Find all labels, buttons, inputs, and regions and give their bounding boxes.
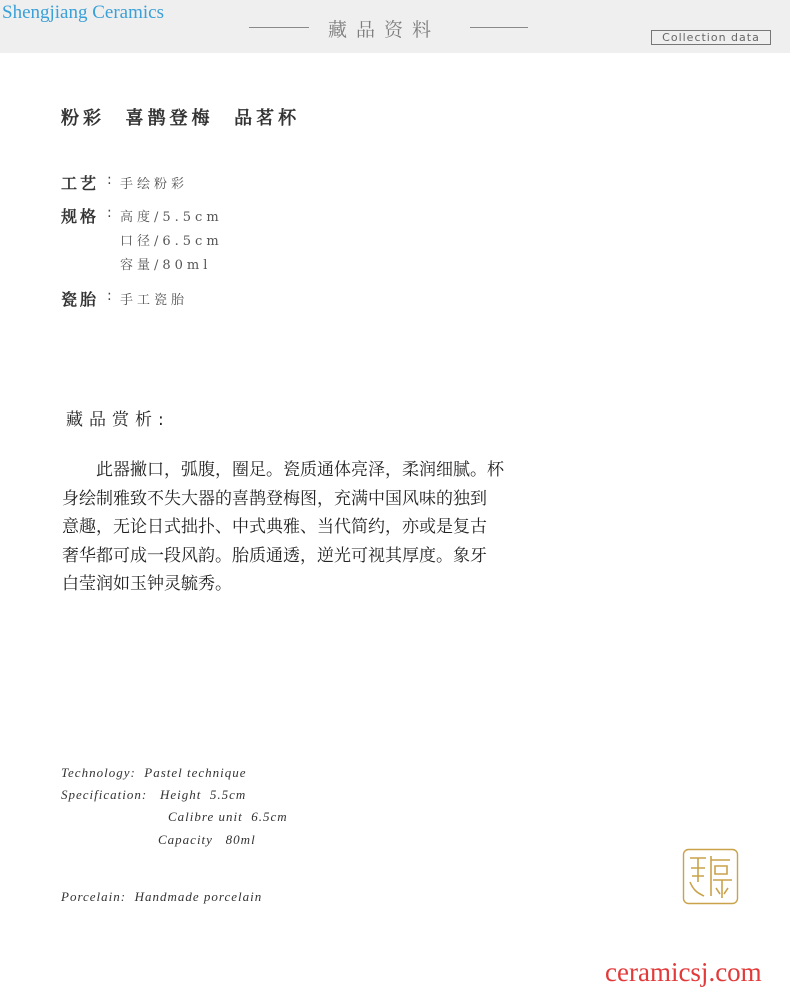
craft-value: 手绘粉彩: [120, 177, 189, 192]
english-porcelain: Porcelain: Handmade porcelain: [61, 889, 263, 904]
body-colon: :: [107, 288, 112, 304]
appreciation-line: 白莹润如玉钟灵毓秀。: [62, 574, 232, 594]
spec-capacity: 容量/80ml: [120, 258, 212, 273]
body-value: 手工瓷胎: [120, 293, 189, 308]
spec-height: 高度/5.5cm: [120, 210, 223, 225]
spec-label: 规格: [61, 207, 100, 226]
appreciation-text: [62, 456, 540, 599]
seal-logo-icon: [682, 848, 739, 905]
appreciation-heading: 藏品赏析:: [66, 410, 170, 430]
body-label: 瓷胎: [61, 290, 100, 309]
craft-label: 工艺: [61, 174, 100, 193]
watermark-text: ceramicsj.com: [605, 957, 762, 987]
english-calibre: Calibre unit 6.5cm: [168, 809, 288, 824]
appreciation-line: 奢华都可成一段风韵。胎质通透，逆光可视其厚度。象牙: [62, 545, 487, 566]
product-title: 粉彩 喜鹊登梅 品茗杯: [61, 108, 301, 129]
header-title: 藏品资料: [328, 19, 441, 41]
english-capacity: Capacity 80ml: [158, 832, 256, 847]
spec-caliber: 口径/6.5cm: [120, 234, 223, 249]
english-specification: Specification: Height 5.5cm: [61, 787, 247, 802]
brand-name[interactable]: Shengjiang Ceramics: [2, 2, 164, 23]
collection-data-badge: Collection data: [651, 30, 771, 45]
header-bar: [0, 0, 790, 53]
spec-colon: :: [107, 205, 112, 221]
appreciation-line: 身绘制雅致不失大器的喜鹊登梅图，充满中国风味的独到: [62, 488, 487, 509]
header-divider-right: [470, 27, 528, 28]
craft-colon: :: [107, 172, 112, 188]
header-divider-left: [249, 27, 309, 28]
english-technology: Technology: Pastel technique: [61, 765, 247, 780]
appreciation-line: 意趣，无论日式拙扑、中式典雅、当代简约，亦或是复古: [62, 517, 487, 537]
appreciation-line: 此器撇口，弧腹，圈足。瓷质通体亮泽，柔润细腻。杯: [96, 460, 504, 480]
